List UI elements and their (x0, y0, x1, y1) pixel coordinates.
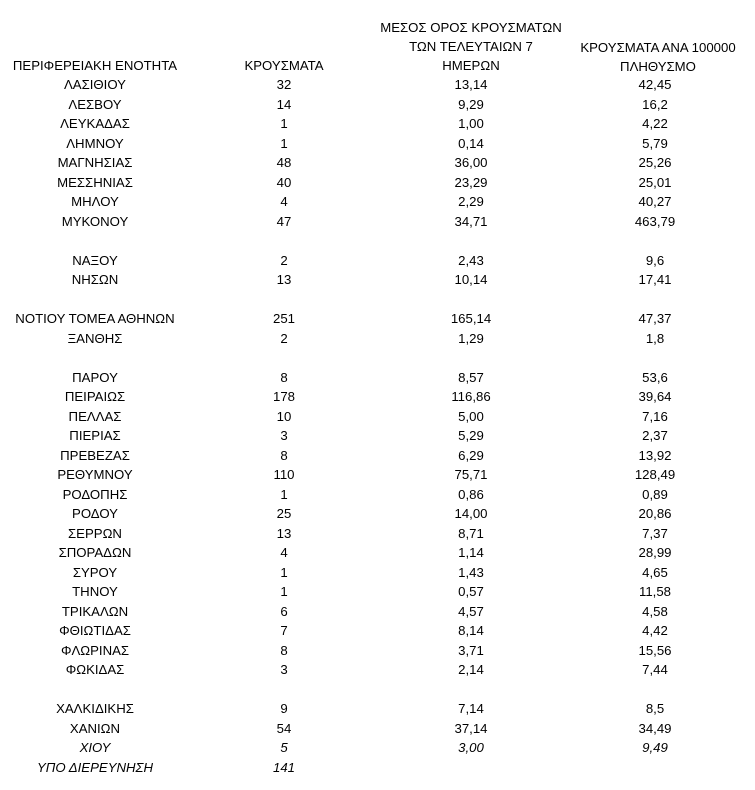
cases-cell: 4 (280, 194, 288, 209)
table-row (0, 465, 755, 485)
avg-cell: 75,71 (454, 467, 488, 482)
table-row (0, 251, 755, 271)
table-row (0, 134, 755, 154)
header-cases-label: ΚΡΟΥΣΜΑΤΑ (244, 58, 324, 73)
per100k-cell: 40,27 (638, 194, 672, 209)
avg-cell: 5,00 (458, 408, 484, 424)
header-cases (225, 56, 343, 75)
table-row (0, 329, 755, 349)
avg-cell: 13,14 (454, 77, 488, 92)
per100k-cell: 15,56 (638, 642, 672, 658)
avg-cell: 8,57 (458, 369, 484, 385)
region-cell: ΜΥΚΟΝΟΥ (61, 213, 129, 229)
region-cell: ΛΕΣΒΟΥ (68, 96, 122, 112)
cases-cell: 13 (276, 525, 292, 541)
avg-cell: 0,86 (458, 486, 484, 502)
cases-cell: 1 (280, 564, 288, 580)
avg-cell: 36,00 (454, 155, 488, 170)
cases-cell: 3 (280, 662, 288, 677)
region-cell: ΤΗΝΟΥ (72, 584, 118, 599)
cases-cell: 8 (280, 642, 288, 658)
avg-cell: 14,00 (454, 506, 488, 521)
avg-cell: 6,29 (458, 447, 484, 463)
cases-cell: 40 (276, 174, 292, 190)
cases-cell: 13 (276, 272, 292, 287)
per100k-cell: 128,49 (634, 467, 676, 482)
per100k-cell: 34,49 (638, 720, 672, 736)
per100k-cell: 4,22 (642, 116, 668, 131)
region-cell: ΤΡΙΚΑΛΩΝ (61, 603, 129, 619)
table-row (0, 719, 755, 739)
per100k-cell: 53,6 (642, 369, 668, 385)
avg-cell: 8,71 (458, 525, 484, 541)
per100k-cell: 0,89 (642, 486, 668, 502)
avg-cell: 1,43 (458, 564, 484, 580)
region-cell: ΜΕΣΣΗΝΙΑΣ (57, 174, 133, 190)
table-row (0, 309, 755, 329)
per100k-cell: 7,37 (642, 525, 668, 541)
per100k-cell: 7,16 (642, 408, 668, 424)
cases-cell: 251 (272, 311, 295, 326)
per100k-cell: 13,92 (638, 447, 672, 463)
region-cell: ΠΕΙΡΑΙΩΣ (64, 389, 126, 404)
cases-cell: 6 (280, 603, 288, 619)
per100k-cell: 25,01 (638, 174, 672, 190)
avg-cell: 165,14 (450, 311, 492, 326)
region-cell: ΜΑΓΝΗΣΙΑΣ (57, 155, 133, 170)
avg-cell: 116,86 (451, 389, 491, 404)
region-cell: ΝΑΞΟΥ (72, 252, 118, 268)
header-region (0, 56, 190, 75)
avg-cell: 34,71 (454, 213, 488, 229)
table-row (0, 504, 755, 524)
per100k-cell: 5,79 (642, 135, 668, 151)
per100k-cell: 4,58 (642, 603, 668, 619)
per100k-cell: 28,99 (638, 545, 672, 560)
table-row (0, 173, 755, 193)
per100k-cell: 1,8 (645, 330, 665, 346)
table-row (0, 407, 755, 427)
table-row (0, 426, 755, 446)
region-cell: ΦΘΙΩΤΙΔΑΣ (59, 623, 131, 638)
per100k-cell: 8,5 (645, 701, 665, 716)
avg-cell: 0,14 (458, 135, 484, 151)
region-cell: ΣΠΟΡΑΔΩΝ (58, 545, 132, 560)
region-cell: ΦΩΚΙΔΑΣ (65, 662, 125, 677)
avg-cell: 1,29 (458, 330, 484, 346)
per100k-cell: 7,44 (642, 662, 668, 677)
cases-cell: 2 (280, 330, 288, 346)
avg-cell: 3,00 (458, 740, 484, 755)
cases-cell: 47 (276, 213, 292, 229)
region-cell: ΣΕΡΡΩΝ (68, 525, 122, 541)
cases-cell: 141 (272, 759, 295, 775)
cases-cell: 54 (276, 720, 292, 736)
per100k-cell: 47,37 (638, 311, 672, 326)
table-row (0, 582, 755, 602)
cases-cell: 4 (280, 545, 288, 560)
region-cell: ΡΟΔΟΠΗΣ (62, 486, 128, 502)
avg-cell: 37,14 (454, 720, 488, 736)
region-cell: ΠΙΕΡΙΑΣ (69, 428, 121, 443)
region-cell: ΛΕΥΚΑΔΑΣ (60, 116, 130, 131)
region-cell: ΞΑΝΘΗΣ (67, 330, 123, 346)
region-cell: ΣΥΡΟΥ (72, 564, 118, 580)
cases-cell: 5 (280, 740, 288, 755)
cases-cell: 178 (272, 389, 295, 404)
cases-cell: 9 (280, 701, 288, 716)
per100k-cell: 17,41 (638, 272, 672, 287)
header-avg-line1: ΜΕΣΟΣ ΟΡΟΣ ΚΡΟΥΣΜΑΤΩΝ (380, 20, 562, 35)
header-per100k-line1: ΚΡΟΥΣΜΑΤΑ ΑΝΑ 100000 (580, 40, 736, 55)
region-cell: ΝΗΣΩΝ (71, 272, 119, 287)
per100k-cell: 16,2 (642, 96, 668, 112)
table-row (0, 563, 755, 583)
table-row (0, 95, 755, 115)
table-row (0, 114, 755, 134)
region-cell: ΡΟΔΟΥ (72, 506, 118, 521)
cases-cell: 2 (280, 252, 288, 268)
avg-cell: 23,29 (454, 174, 488, 190)
per100k-cell: 20,86 (638, 506, 672, 521)
table-row (0, 485, 755, 505)
header-per100k-line2: ΠΛΗΘΥΣΜΟ (620, 59, 696, 74)
cases-cell: 1 (280, 584, 288, 599)
cases-cell: 1 (280, 116, 288, 131)
cases-cell: 10 (276, 408, 292, 424)
avg-cell: 9,29 (458, 96, 484, 112)
cases-cell: 14 (276, 96, 292, 112)
per100k-cell: 9,6 (645, 252, 665, 268)
cases-cell: 8 (280, 447, 288, 463)
table-row (0, 641, 755, 661)
per100k-cell: 25,26 (638, 155, 672, 170)
avg-cell: 7,14 (458, 701, 484, 716)
table-row (0, 699, 755, 719)
table-row (0, 212, 755, 232)
table-row (0, 192, 755, 212)
region-cell: ΠΑΡΟΥ (72, 369, 118, 385)
table-row (0, 75, 755, 95)
per100k-cell: 11,58 (638, 584, 672, 599)
cases-cell: 48 (276, 155, 292, 170)
table-row (0, 602, 755, 622)
avg-cell: 2,14 (458, 662, 484, 677)
region-cell: ΜΗΛΟΥ (71, 194, 119, 209)
cases-cell: 1 (280, 486, 288, 502)
table-row (0, 368, 755, 388)
cases-cell: 110 (273, 467, 295, 482)
cases-cell: 1 (280, 135, 288, 151)
table-row (0, 660, 755, 680)
avg-cell: 8,14 (458, 623, 484, 638)
per100k-cell: 9,49 (642, 740, 668, 755)
region-cell: ΥΠΟ ΔΙΕΡΕΥΝΗΣΗ (37, 759, 153, 775)
header-avg-line3: ΗΜΕΡΩΝ (442, 58, 500, 73)
table-row (0, 446, 755, 466)
region-cell: ΛΑΣΙΘΙΟΥ (64, 77, 126, 92)
cases-cell: 25 (276, 506, 292, 521)
region-cell: ΛΗΜΝΟΥ (66, 135, 124, 151)
table-row (0, 387, 755, 407)
header-region-label: ΠΕΡΙΦΕΡΕΙΑΚΗ ΕΝΟΤΗΤΑ (12, 58, 178, 73)
per100k-cell: 42,45 (638, 77, 672, 92)
table-row (0, 270, 755, 290)
region-cell: ΝΟΤΙΟΥ ΤΟΜΕΑ ΑΘΗΝΩΝ (15, 311, 175, 326)
table-row (0, 153, 755, 173)
region-cell: ΧΑΝΙΩΝ (69, 720, 121, 736)
region-cell: ΦΛΩΡΙΝΑΣ (60, 642, 130, 658)
per100k-cell: 39,64 (638, 389, 672, 404)
avg-cell: 0,57 (458, 584, 484, 599)
cases-cell: 7 (280, 623, 288, 638)
header-avg-7-days (375, 18, 567, 75)
region-cell: ΧΑΛΚΙΔΙΚΗΣ (56, 701, 134, 716)
cases-cell: 32 (276, 77, 292, 92)
per100k-cell: 4,42 (642, 623, 668, 638)
avg-cell: 4,57 (458, 603, 484, 619)
header-per-100k (560, 38, 755, 76)
avg-cell: 1,14 (458, 545, 484, 560)
avg-cell: 2,29 (458, 194, 484, 209)
table-row (0, 738, 755, 758)
region-cell: ΠΕΛΛΑΣ (68, 408, 122, 424)
table-row (0, 758, 755, 778)
per100k-cell: 463,79 (634, 213, 676, 229)
avg-cell: 10,14 (454, 272, 488, 287)
per100k-cell: 2,37 (642, 428, 668, 443)
avg-cell: 5,29 (458, 428, 484, 443)
table-row (0, 543, 755, 563)
avg-cell: 2,43 (458, 252, 484, 268)
per100k-cell: 4,65 (642, 564, 668, 580)
table-row (0, 621, 755, 641)
header-avg-line2: ΤΩΝ ΤΕΛΕΥΤΑΙΩΝ 7 (409, 39, 533, 54)
cases-cell: 8 (280, 369, 288, 385)
cases-cell: 3 (280, 428, 288, 443)
avg-cell: 1,00 (458, 116, 484, 131)
table-row (0, 524, 755, 544)
avg-cell: 3,71 (458, 642, 484, 658)
region-cell: ΡΕΘΥΜΝΟΥ (57, 467, 133, 482)
region-cell: ΧΙΟΥ (79, 740, 111, 755)
region-cell: ΠΡΕΒΕΖΑΣ (60, 447, 130, 463)
